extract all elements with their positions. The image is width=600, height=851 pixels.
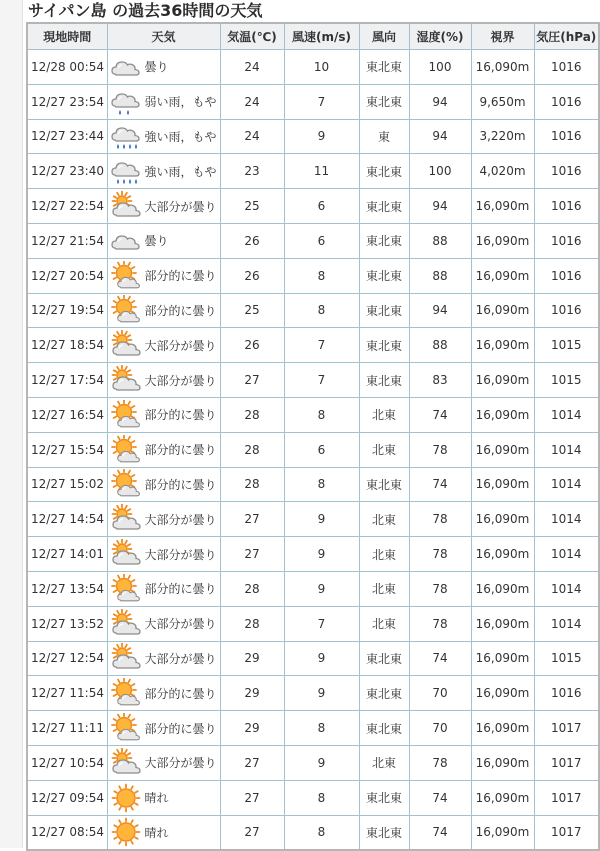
cell-weather (107, 363, 220, 398)
table-row (27, 571, 599, 606)
cell-pressure: 1017 (534, 745, 599, 780)
cell-pressure: 1017 (534, 711, 599, 746)
cell-temp: 27 (220, 537, 284, 572)
cell-time: 12/27 09:54 (27, 780, 107, 815)
cell-wind-dir: 東北東 (359, 50, 409, 85)
weather-label: 部分的に曇り (144, 303, 217, 318)
table-row (27, 328, 599, 363)
mostly-cloudy-icon (111, 504, 141, 534)
table-header-row (27, 23, 599, 50)
heavy-rain-icon (111, 156, 141, 186)
weather-label: 強い雨，もや (144, 129, 217, 144)
cell-visibility: 16,090m (471, 606, 534, 641)
cell-pressure: 1014 (534, 537, 599, 572)
cell-visibility: 16,090m (471, 189, 534, 224)
cell-visibility: 16,090m (471, 780, 534, 815)
cell-visibility: 4,020m (471, 154, 534, 189)
cell-temp: 24 (220, 119, 284, 154)
weather-label: 大部分が曇り (144, 512, 217, 527)
mostly-cloudy-icon (111, 191, 141, 221)
weather-label: 大部分が曇り (144, 756, 217, 771)
cell-humidity: 100 (409, 50, 471, 85)
table-row (27, 780, 599, 815)
table-row (27, 397, 599, 432)
cell-temp: 26 (220, 328, 284, 363)
cell-time: 12/27 15:02 (27, 467, 107, 502)
cell-wind-speed: 9 (284, 537, 359, 572)
cell-visibility: 16,090m (471, 815, 534, 850)
cell-wind-speed: 6 (284, 189, 359, 224)
cell-humidity: 88 (409, 328, 471, 363)
cell-pressure: 1015 (534, 328, 599, 363)
table-row (27, 641, 599, 676)
table-row (27, 154, 599, 189)
weather-label: 大部分が曇り (144, 651, 217, 666)
header-pressure: 気圧(hPa) (534, 23, 599, 50)
cell-humidity: 78 (409, 432, 471, 467)
cell-time: 12/27 13:54 (27, 571, 107, 606)
cell-visibility: 16,090m (471, 676, 534, 711)
cell-pressure: 1016 (534, 676, 599, 711)
table-row (27, 258, 599, 293)
table-row (27, 293, 599, 328)
cell-humidity: 78 (409, 571, 471, 606)
partly-cloudy-icon (111, 713, 141, 743)
cell-wind-dir: 東北東 (359, 154, 409, 189)
cell-wind-dir: 東北東 (359, 258, 409, 293)
partly-cloudy-icon (111, 574, 141, 604)
cell-wind-speed: 8 (284, 293, 359, 328)
cell-wind-dir: 東北東 (359, 780, 409, 815)
left-page-edge (0, 0, 23, 848)
cell-humidity: 74 (409, 780, 471, 815)
cell-wind-dir: 北東 (359, 537, 409, 572)
cell-visibility: 9,650m (471, 84, 534, 119)
cell-humidity: 78 (409, 537, 471, 572)
cell-time: 12/27 20:54 (27, 258, 107, 293)
cell-weather (107, 293, 220, 328)
table-row (27, 606, 599, 641)
cell-time: 12/27 14:01 (27, 537, 107, 572)
cell-weather (107, 467, 220, 502)
cell-wind-dir: 東北東 (359, 84, 409, 119)
cell-weather (107, 502, 220, 537)
cell-pressure: 1016 (534, 154, 599, 189)
cell-weather (107, 815, 220, 850)
cell-wind-speed: 7 (284, 328, 359, 363)
partly-cloudy-icon (111, 469, 141, 499)
cell-wind-speed: 8 (284, 467, 359, 502)
cell-temp: 24 (220, 50, 284, 85)
cell-wind-speed: 7 (284, 363, 359, 398)
cell-time: 12/27 13:52 (27, 606, 107, 641)
cell-time: 12/27 23:54 (27, 84, 107, 119)
cell-wind-dir: 北東 (359, 606, 409, 641)
cell-time: 12/27 23:44 (27, 119, 107, 154)
cell-pressure: 1016 (534, 84, 599, 119)
cell-pressure: 1014 (534, 571, 599, 606)
weather-label: 部分的に曇り (144, 269, 217, 284)
header-humidity: 湿度(%) (409, 23, 471, 50)
light-rain-icon (111, 87, 141, 117)
weather-label: 部分的に曇り (144, 477, 217, 492)
cell-pressure: 1014 (534, 397, 599, 432)
mostly-cloudy-icon (111, 748, 141, 778)
cell-humidity: 78 (409, 745, 471, 780)
cell-temp: 26 (220, 223, 284, 258)
cell-pressure: 1015 (534, 641, 599, 676)
cell-weather (107, 119, 220, 154)
weather-label: 曇り (144, 60, 169, 75)
cell-pressure: 1016 (534, 223, 599, 258)
cell-humidity: 94 (409, 293, 471, 328)
cell-weather (107, 676, 220, 711)
cell-wind-dir: 北東 (359, 502, 409, 537)
cell-temp: 25 (220, 189, 284, 224)
cell-weather (107, 432, 220, 467)
cell-humidity: 74 (409, 815, 471, 850)
cell-pressure: 1014 (534, 606, 599, 641)
cell-time: 12/27 14:54 (27, 502, 107, 537)
cell-wind-speed: 6 (284, 223, 359, 258)
cell-wind-dir: 東北東 (359, 223, 409, 258)
cell-wind-speed: 6 (284, 432, 359, 467)
cell-time: 12/27 22:54 (27, 189, 107, 224)
table-row (27, 676, 599, 711)
weather-label: 晴れ (144, 825, 169, 840)
cell-temp: 27 (220, 815, 284, 850)
table-row (27, 745, 599, 780)
weather-history-panel (26, 0, 598, 851)
cell-time: 12/27 12:54 (27, 641, 107, 676)
cell-temp: 28 (220, 467, 284, 502)
cell-wind-dir: 東北東 (359, 189, 409, 224)
cell-temp: 27 (220, 502, 284, 537)
cell-wind-dir: 東北東 (359, 711, 409, 746)
cell-wind-speed: 9 (284, 571, 359, 606)
header-weather: 天気 (107, 23, 220, 50)
cell-wind-speed: 9 (284, 641, 359, 676)
table-row (27, 119, 599, 154)
cell-wind-dir: 東 (359, 119, 409, 154)
cell-temp: 25 (220, 293, 284, 328)
weather-label: 大部分が曇り (144, 338, 217, 353)
mostly-cloudy-icon (111, 330, 141, 360)
cell-wind-dir: 東北東 (359, 328, 409, 363)
cell-wind-dir: 北東 (359, 745, 409, 780)
partly-cloudy-icon (111, 295, 141, 325)
table-row (27, 537, 599, 572)
header-time: 現地時間 (27, 23, 107, 50)
cell-wind-dir: 東北東 (359, 815, 409, 850)
cell-wind-speed: 9 (284, 502, 359, 537)
cell-humidity: 78 (409, 502, 471, 537)
partly-cloudy-icon (111, 261, 141, 291)
cell-weather (107, 397, 220, 432)
cell-visibility: 16,090m (471, 50, 534, 85)
header-visibility: 視界 (471, 23, 534, 50)
cell-wind-dir: 東北東 (359, 641, 409, 676)
table-row (27, 815, 599, 850)
partly-cloudy-icon (111, 435, 141, 465)
cell-visibility: 16,090m (471, 363, 534, 398)
weather-label: 曇り (144, 234, 169, 249)
cell-wind-speed: 9 (284, 119, 359, 154)
cell-visibility: 16,090m (471, 537, 534, 572)
cell-time: 12/27 17:54 (27, 363, 107, 398)
cell-visibility: 3,220m (471, 119, 534, 154)
cell-weather (107, 711, 220, 746)
cell-temp: 28 (220, 606, 284, 641)
cell-weather (107, 328, 220, 363)
cloudy-icon (111, 52, 141, 82)
cell-temp: 29 (220, 711, 284, 746)
cell-pressure: 1015 (534, 363, 599, 398)
cell-temp: 24 (220, 84, 284, 119)
weather-label: 大部分が曇り (144, 617, 217, 632)
cell-wind-dir: 東北東 (359, 293, 409, 328)
cell-visibility: 16,090m (471, 641, 534, 676)
cell-wind-speed: 9 (284, 745, 359, 780)
cell-humidity: 74 (409, 397, 471, 432)
cell-pressure: 1017 (534, 780, 599, 815)
sunny-icon (111, 817, 141, 847)
weather-label: 部分的に曇り (144, 721, 217, 736)
cell-weather (107, 641, 220, 676)
cell-time: 12/27 16:54 (27, 397, 107, 432)
table-row (27, 363, 599, 398)
cell-pressure: 1016 (534, 189, 599, 224)
table-row (27, 50, 599, 85)
cell-visibility: 16,090m (471, 745, 534, 780)
weather-label: 晴れ (144, 791, 169, 806)
cell-humidity: 78 (409, 606, 471, 641)
cell-temp: 29 (220, 641, 284, 676)
mostly-cloudy-icon (111, 609, 141, 639)
cell-visibility: 16,090m (471, 328, 534, 363)
cell-wind-speed: 10 (284, 50, 359, 85)
cell-wind-speed: 7 (284, 84, 359, 119)
cell-wind-dir: 北東 (359, 571, 409, 606)
table-row (27, 502, 599, 537)
weather-label: 大部分が曇り (144, 547, 217, 562)
cloudy-icon (111, 226, 141, 256)
cell-wind-speed: 8 (284, 258, 359, 293)
cell-humidity: 88 (409, 258, 471, 293)
cell-wind-speed: 8 (284, 815, 359, 850)
partly-cloudy-icon (111, 400, 141, 430)
cell-temp: 27 (220, 780, 284, 815)
cell-wind-speed: 8 (284, 397, 359, 432)
cell-pressure: 1014 (534, 467, 599, 502)
cell-wind-dir: 北東 (359, 397, 409, 432)
weather-label: 部分的に曇り (144, 408, 217, 423)
weather-label: 部分的に曇り (144, 443, 217, 458)
table-row (27, 432, 599, 467)
cell-temp: 28 (220, 432, 284, 467)
cell-humidity: 94 (409, 189, 471, 224)
cell-weather (107, 50, 220, 85)
header-temp: 気温(℃) (220, 23, 284, 50)
cell-pressure: 1014 (534, 432, 599, 467)
cell-pressure: 1016 (534, 119, 599, 154)
weather-label: 強い雨，もや (144, 164, 217, 179)
cell-weather (107, 745, 220, 780)
cell-weather (107, 154, 220, 189)
cell-weather (107, 780, 220, 815)
cell-pressure: 1016 (534, 50, 599, 85)
weather-label: 弱い雨，もや (144, 95, 217, 110)
cell-wind-speed: 11 (284, 154, 359, 189)
table-row (27, 467, 599, 502)
cell-wind-speed: 7 (284, 606, 359, 641)
page-title: サイパン島 の過去36時間の天気 (28, 1, 263, 20)
cell-time: 12/28 00:54 (27, 50, 107, 85)
header-wind-dir: 風向 (359, 23, 409, 50)
cell-humidity: 88 (409, 223, 471, 258)
cell-pressure: 1016 (534, 293, 599, 328)
table-row (27, 711, 599, 746)
header-wind-speed: 風速(m/s) (284, 23, 359, 50)
cell-wind-dir: 東北東 (359, 363, 409, 398)
cell-humidity: 74 (409, 641, 471, 676)
cell-pressure: 1017 (534, 815, 599, 850)
cell-pressure: 1016 (534, 258, 599, 293)
cell-weather (107, 84, 220, 119)
cell-temp: 29 (220, 676, 284, 711)
cell-humidity: 94 (409, 119, 471, 154)
cell-weather (107, 189, 220, 224)
cell-weather (107, 223, 220, 258)
cell-visibility: 16,090m (471, 711, 534, 746)
weather-history-table (26, 22, 600, 851)
cell-temp: 27 (220, 363, 284, 398)
cell-wind-speed: 8 (284, 711, 359, 746)
cell-humidity: 70 (409, 711, 471, 746)
cell-time: 12/27 21:54 (27, 223, 107, 258)
cell-visibility: 16,090m (471, 571, 534, 606)
cell-visibility: 16,090m (471, 293, 534, 328)
mostly-cloudy-icon (111, 539, 141, 569)
cell-time: 12/27 11:54 (27, 676, 107, 711)
table-row (27, 189, 599, 224)
weather-label: 大部分が曇り (144, 373, 217, 388)
cell-time: 12/27 19:54 (27, 293, 107, 328)
cell-wind-speed: 9 (284, 676, 359, 711)
cell-temp: 27 (220, 745, 284, 780)
weather-label: 部分的に曇り (144, 582, 217, 597)
cell-weather (107, 571, 220, 606)
cell-time: 12/27 11:11 (27, 711, 107, 746)
cell-weather (107, 606, 220, 641)
cell-temp: 28 (220, 571, 284, 606)
cell-visibility: 16,090m (471, 432, 534, 467)
cell-time: 12/27 08:54 (27, 815, 107, 850)
cell-wind-dir: 北東 (359, 432, 409, 467)
cell-temp: 23 (220, 154, 284, 189)
partly-cloudy-icon (111, 678, 141, 708)
sunny-icon (111, 783, 141, 813)
cell-time: 12/27 18:54 (27, 328, 107, 363)
cell-humidity: 83 (409, 363, 471, 398)
cell-pressure: 1014 (534, 502, 599, 537)
cell-visibility: 16,090m (471, 502, 534, 537)
cell-temp: 26 (220, 258, 284, 293)
cell-time: 12/27 15:54 (27, 432, 107, 467)
cell-time: 12/27 23:40 (27, 154, 107, 189)
cell-time: 12/27 10:54 (27, 745, 107, 780)
cell-visibility: 16,090m (471, 397, 534, 432)
cell-visibility: 16,090m (471, 223, 534, 258)
cell-visibility: 16,090m (471, 258, 534, 293)
heavy-rain-icon (111, 121, 141, 151)
cell-visibility: 16,090m (471, 467, 534, 502)
cell-wind-speed: 8 (284, 780, 359, 815)
cell-humidity: 94 (409, 84, 471, 119)
mostly-cloudy-icon (111, 365, 141, 395)
weather-label: 部分的に曇り (144, 686, 217, 701)
cell-wind-dir: 東北東 (359, 676, 409, 711)
cell-humidity: 70 (409, 676, 471, 711)
weather-label: 大部分が曇り (144, 199, 217, 214)
cell-humidity: 74 (409, 467, 471, 502)
cell-weather (107, 258, 220, 293)
cell-temp: 28 (220, 397, 284, 432)
cell-wind-dir: 東北東 (359, 467, 409, 502)
table-row (27, 84, 599, 119)
mostly-cloudy-icon (111, 643, 141, 673)
cell-weather (107, 537, 220, 572)
cell-humidity: 100 (409, 154, 471, 189)
table-row (27, 223, 599, 258)
